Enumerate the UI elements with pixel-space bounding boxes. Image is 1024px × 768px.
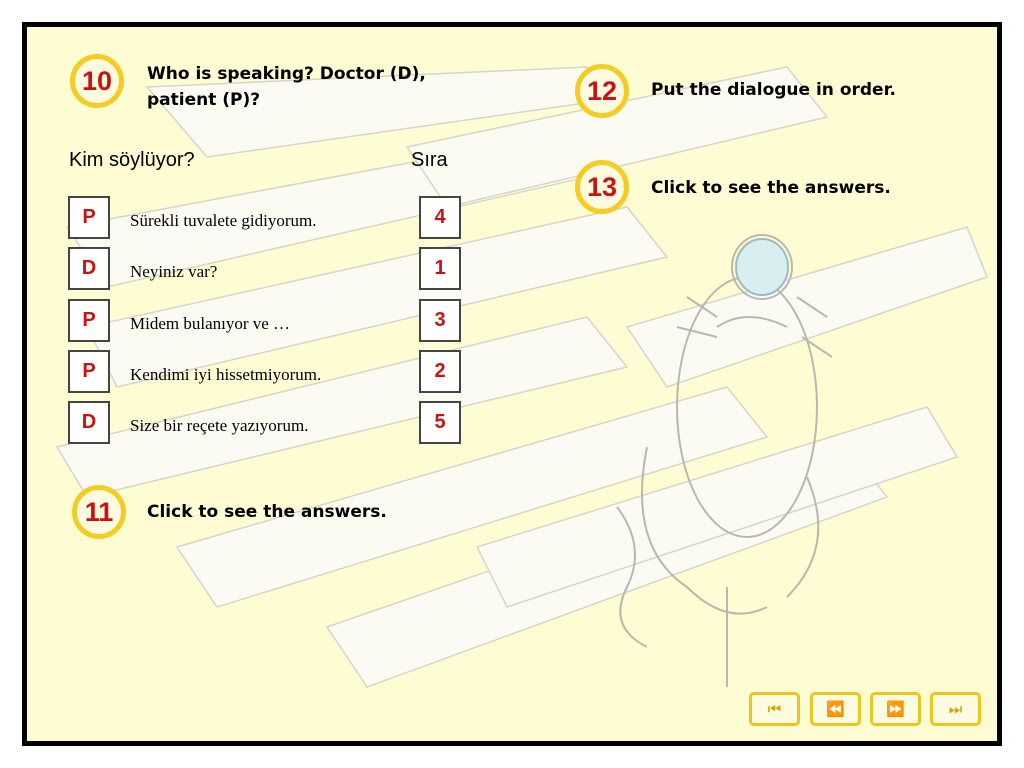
sentence-text: Sürekli tuvalete gidiyorum. — [130, 211, 317, 230]
sentence-text: Kendimi iyi hissetmiyorum. — [130, 365, 322, 384]
question-number-12: 12 — [575, 64, 629, 118]
sentence-text: Neyiniz var? — [130, 262, 218, 281]
sentence-text: Midem bulanıyor ve … — [130, 314, 291, 333]
question-13-answers-link[interactable]: Click to see the answers. — [651, 178, 891, 198]
order-box: 5 — [419, 401, 461, 444]
last-slide-button[interactable]: ⏭ — [930, 692, 981, 726]
order-box: 1 — [419, 247, 461, 290]
order-box: 3 — [419, 299, 461, 342]
speaker-box: P — [68, 350, 110, 393]
order-box: 4 — [419, 196, 461, 239]
question-number-10: 10 — [70, 54, 124, 108]
question-number-13[interactable]: 13 — [575, 160, 629, 214]
sentence-text: Size bir reçete yazıyorum. — [130, 416, 309, 435]
order-box: 2 — [419, 350, 461, 393]
first-slide-button[interactable]: ⏮ — [749, 692, 800, 726]
question-12-text: Put the dialogue in order. — [651, 80, 897, 100]
slide-frame — [22, 22, 1002, 746]
speaker-box: D — [68, 401, 110, 444]
speaker-box: P — [68, 196, 110, 239]
question-number-11[interactable]: 11 — [72, 485, 126, 539]
speaker-box: P — [68, 299, 110, 342]
speaker-box: D — [68, 247, 110, 290]
next-slide-button[interactable]: ⏩ — [870, 692, 921, 726]
question-10-text: Who is speaking? Doctor (D), patient (P)? — [147, 64, 426, 110]
order-column-header: Sıra — [411, 149, 448, 171]
speaker-column-header: Kim söylüyor? — [69, 149, 195, 171]
previous-slide-button[interactable]: ⏪ — [810, 692, 861, 726]
question-11-answers-link[interactable]: Click to see the answers. — [147, 502, 387, 522]
